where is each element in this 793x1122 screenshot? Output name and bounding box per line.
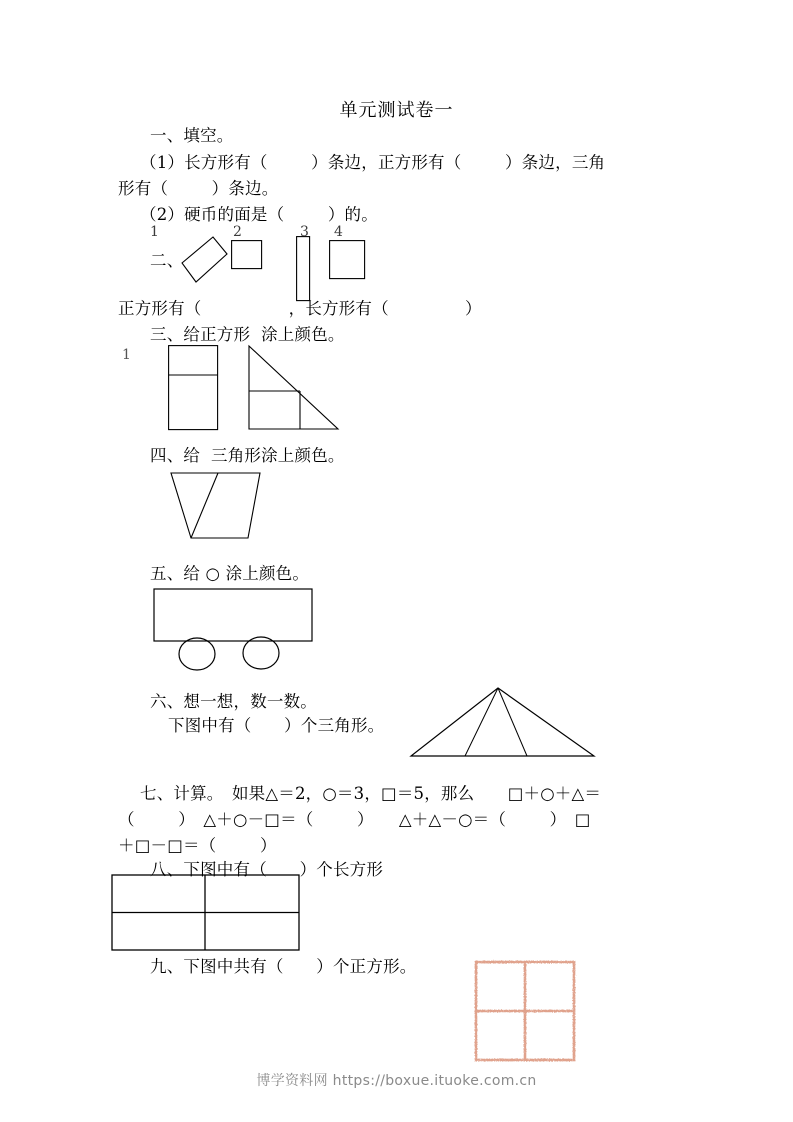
section-1-heading: 一、填空。 [150, 126, 234, 145]
figure-trapezoid-with-triangle [168, 470, 268, 542]
figure-rotated-rectangle [165, 232, 235, 294]
section-1-q1-line1: （1）长方形有（ ）条边，正方形有（ ）条边，三角 [140, 153, 606, 172]
section-2-heading: 二、 [150, 251, 184, 270]
figure-divided-rectangle [168, 345, 228, 431]
shape-label-2: 2 [233, 224, 242, 240]
section-7-line2: （ ） △＋○－□＝（ ） △＋△－○＝（ ） □ [118, 810, 591, 829]
section-3-label: 1 [122, 347, 131, 363]
figure-sketch-square-grid [472, 958, 582, 1068]
section-6-heading: 六、想一想，数一数。 [150, 692, 317, 711]
section-1-q1-line2: 形有（ ）条边。 [118, 179, 279, 198]
figure-tall-narrow-rectangle [296, 236, 316, 302]
figure-small-square [231, 240, 263, 272]
section-1-q2: （2）硬币的面是（ ）的。 [140, 205, 378, 224]
section-3-heading: 三、给正方形 涂上颜色。 [150, 325, 345, 344]
site-watermark: 博学资料网 https://boxue.ituoke.com.cn [256, 1073, 537, 1089]
section-6-question: 下图中有（ ）个三角形。 [168, 716, 385, 735]
section-9-heading: 九、下图中共有（ ）个正方形。 [150, 957, 417, 976]
section-8-heading: 八、下图中有（ ）个长方形 [150, 860, 384, 879]
figure-triangle-with-square [248, 345, 340, 431]
shape-label-4: 4 [334, 224, 343, 240]
section-4-heading: 四、给 三角形涂上颜色。 [150, 446, 345, 465]
section-7-line1: 七、计算。 如果△＝2，○＝3，□＝5，那么 □＋○＋△＝ [140, 784, 602, 803]
figure-square [329, 240, 371, 286]
page-title: 单元测试卷一 [339, 100, 454, 121]
section-7-line3: ＋□－□＝（ ） [118, 836, 277, 855]
shape-label-3: 3 [300, 224, 309, 240]
figure-cart [153, 588, 328, 678]
section-2-answer-line: 正方形有（ ，长方形有（ ） [118, 299, 482, 318]
shape-label-1: 1 [150, 224, 159, 240]
figure-rectangle-grid [111, 874, 311, 954]
figure-triangle-count [408, 686, 603, 764]
section-5-heading: 五、给 ○ 涂上颜色。 [150, 564, 310, 583]
